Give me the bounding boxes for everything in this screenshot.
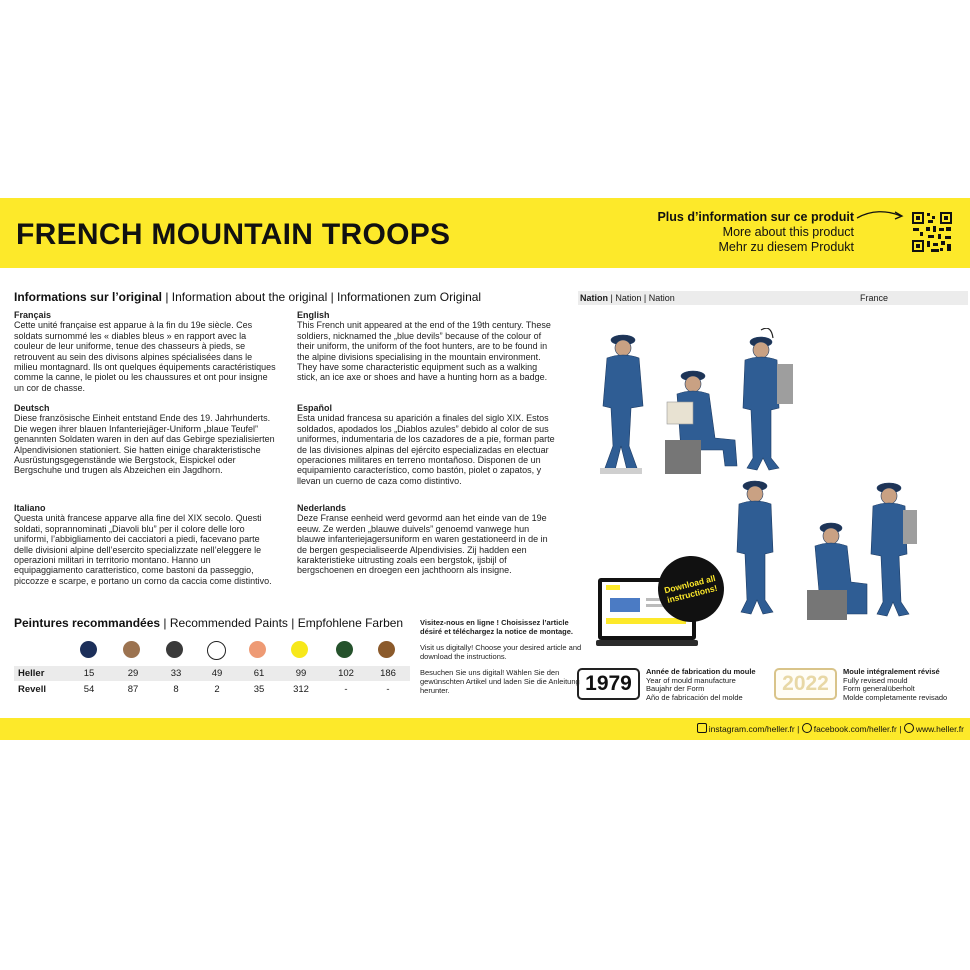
text-french: Français Cette unité française est apparue à la fin du 19e siècle. Ces soldats surnommé les « diables bleus » en rapport avec la couleur de leur uniforme, tenue des chasseurs à pieds, se retrouvent au sein des divisons alpines spécialisées dans le milieu montagnard. Ils ont quelques équipements caractéristiques comme la canne, le piolet ou les chaussures et ont pour insigne un cor de chasse. [14,310,276,393]
more-info-de: Mehr zu diesem Produkt [718,240,854,254]
heller-ref: 99 [295,668,307,679]
more-info-link[interactable] [657,210,854,255]
facebook-link[interactable]: facebook.com/heller.fr [813,724,897,734]
revell-ref: - [386,684,390,695]
revell-ref: 87 [127,684,139,695]
revell-ref: 35 [253,684,265,695]
paint-swatch [336,641,353,658]
heller-ref: 15 [83,668,95,679]
revised-year-badge: 2022 [774,668,837,700]
more-info-fr: Plus d’information sur ce produit [657,210,854,224]
more-info-en: More about this product [722,225,854,239]
revell-row [14,682,410,697]
paint-swatch [207,641,226,660]
paint-swatch [249,641,266,658]
revell-ref: 54 [83,684,95,695]
website-link[interactable]: www.heller.fr [915,724,964,734]
qr-code-icon[interactable] [910,210,954,254]
facebook-icon [802,723,812,733]
social-links: instagram.com/heller.fr | facebook.com/heller.fr | www.heller.fr [697,723,964,734]
visit-online-text: Visitez-nous en ligne ! Choisissez l’article désiré et téléchargez la notice de montage. Visit us digitally! Choose your desired article and download the instructions. Besuchen Sie uns digital! Wählen Sie den gewünschten Artikel und laden Sie die Anleitung herunter. [420,618,582,696]
revell-ref: 2 [214,684,220,695]
text-german: Deutsch Diese französische Einheit entstand Ende des 19. Jahrhunderts. Die wegen ihrer blauen Infanteriejäger-Uniform „blaue Teufel” genannten Soldaten waren in den auf das Gebirge spezialisierten Alpendivisionen stationiert. Sie hatten einige charakteristische Ausrüstungsgegenstände wie Bergstock, Eispickel oder Bergschuhe und trugen als Abzeichen ein Jagdhorn. [14,403,275,476]
header-band [0,198,970,268]
paint-swatch [291,641,308,658]
heller-ref: 61 [253,668,265,679]
heller-ref: 102 [338,668,354,679]
product-title: FRENCH MOUNTAIN TROOPS [16,218,451,251]
paint-swatch [80,641,97,658]
globe-icon [904,723,914,733]
arrow-right-icon [855,208,907,224]
mould-year-badge: 1979 [577,668,640,700]
heller-ref: 49 [211,668,223,679]
heller-ref: 186 [380,668,396,679]
heller-ref: 33 [170,668,182,679]
paints-heading: Peintures recommandées | Recommended Paints | Empfohlene Farben [14,616,404,630]
nation-row: Nation | Nation | Nation France [578,291,968,305]
footer-band [0,718,970,740]
instagram-icon [697,723,707,733]
text-italian: Italiano Questa unità francese apparve alla fine del XIX secolo. Questi soldati, soprannominati „Diavoli blu” per il colore delle loro uniformi, l’abbigliamento dei cacciatori a piedi, facevano parte delle divisioni alpine dell’esercito specializzate nell’eleggere le operazioni militari in territorio montano. Hanno un equipaggiamento caratteristico, come bastoni da passeggio, piccozze e scarpe, e portano un corno da caccia come distintivo. [14,503,272,586]
text-dutch: Nederlands Deze Franse eenheid werd gevormd aan het einde van de 19e eeuw. Ze werden „blauwe duivels” genoemd vanwege hun blauwe infanteriejagersuniform en waren gestationeerd in de in de bergen gespecialiseerde Alpendivisies. Zij hadden een karakteristieke uitrusting zoals een bergstok, ijsbijl of bergschoenen en droegen een jachthoorn als insigne. [297,503,548,576]
text-spanish: Español Esta unidad francesa su aparición a finales del siglo XIX. Estos soldados, apodados los „Diablos azules” debido al color de sus uniformes, indumentaria de los cazadores de a pie, forman parte de las divisiones alpinas del ejército especializadas en electuar operaciones militares en terreno montañoso. Disponen de un equipamiento característico, como bastón, piolet o zapatos, y llevan un cuerno de caza como distintivo. [297,403,555,486]
revell-ref: - [344,684,348,695]
nation-value: France [860,293,889,303]
instagram-link[interactable]: instagram.com/heller.fr [708,724,795,734]
revell-ref: 312 [293,684,309,695]
product-card [0,198,970,740]
heller-row [14,666,410,681]
paint-swatch [378,641,395,658]
download-badge[interactable]: Download all instructions! [651,549,731,629]
heller-ref: 29 [127,668,139,679]
text-english: English This French unit appeared at the end of the 19th century. These soldiers, nicknamed the „blue devils” because of the colour of their uniform, the uniform of the foot hunters, are to be found in the alpine divisions specialising in the mountain environment. They have some characteristic equipment such as a walking stick, an ice axe or shoes and have a hunting horn as a badge. [297,310,551,383]
paint-swatch [166,641,183,658]
mould-year-text: Année de fabrication du moule Year of mould manufacture Baujahr der Form Año de fabricación del molde [646,667,756,702]
heller-label: Heller [18,668,45,679]
revell-ref: 8 [173,684,179,695]
revell-label: Revell [18,684,46,695]
paint-swatch [123,641,140,658]
info-heading: Informations sur l’original | Information about the original | Informationen zum Original [14,290,482,304]
revised-mould-text: Moule intégralement révisé Fully revised mould Form generalüberholt Molde completamente revisado [843,667,948,702]
